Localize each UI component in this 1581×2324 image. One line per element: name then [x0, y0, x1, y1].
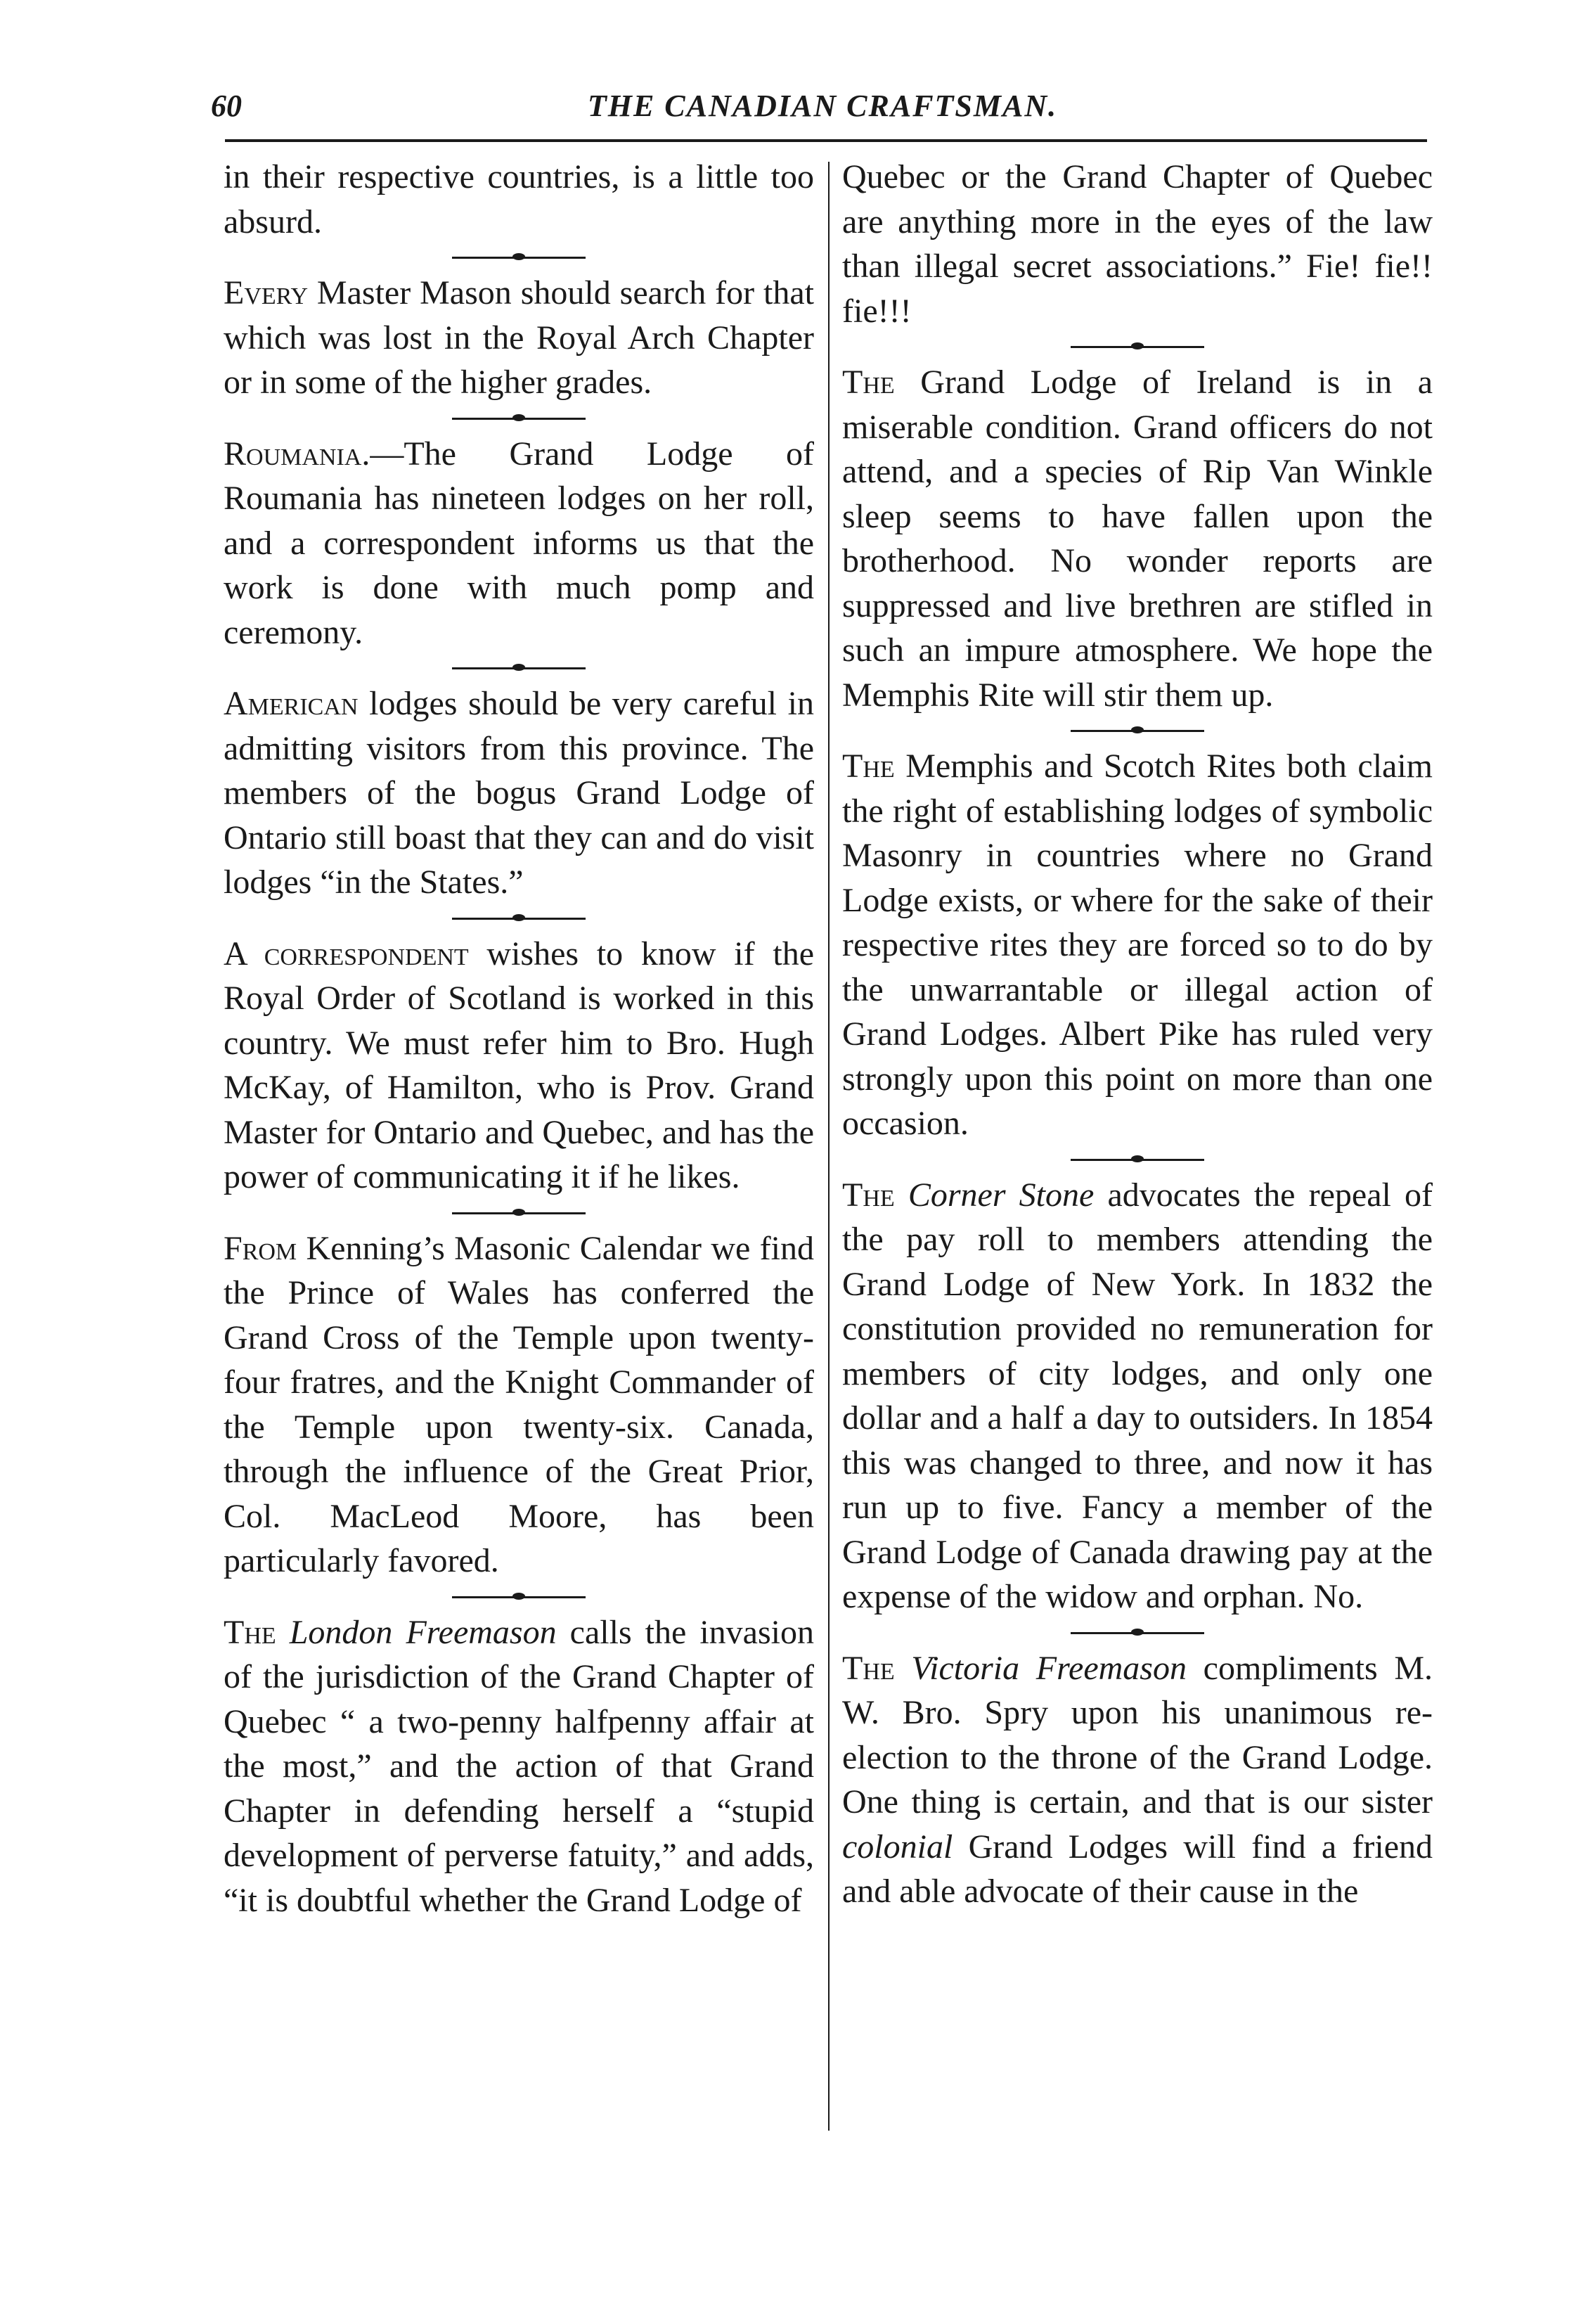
column-divider	[828, 162, 830, 2131]
paragraph	[224, 271, 814, 405]
separator-ornament	[452, 905, 586, 932]
separator-ornament	[452, 405, 586, 432]
paragraph	[842, 360, 1433, 717]
left-column	[224, 155, 814, 1922]
separator-ornament	[452, 1584, 586, 1610]
paragraph	[842, 744, 1433, 1146]
paragraph-lead: Every	[224, 274, 308, 312]
paragraph-lead: The	[842, 1176, 895, 1214]
paragraph-lead: The	[842, 364, 895, 401]
separator-ornament	[1071, 717, 1204, 744]
paragraph	[224, 1226, 814, 1584]
publication-title: Corner Stone	[908, 1176, 1095, 1214]
publication-title: Victoria Freemason	[911, 1649, 1187, 1687]
separator-ornament	[1071, 1146, 1204, 1173]
emphasis-word: colonial	[842, 1828, 953, 1866]
paragraph-lead: The	[842, 1649, 895, 1687]
paragraph-text: —The Grand Lodge of Roumania has nineteen lodges on her roll, and a correspondent informs us that the work is done with much pomp and ceremony.	[224, 435, 814, 651]
paragraph-lead: The	[224, 1613, 276, 1651]
paragraph-lead: Roumania.	[224, 435, 370, 473]
paragraph	[224, 1610, 814, 1923]
separator-ornament	[452, 244, 586, 271]
paragraph-lead: American	[224, 685, 359, 722]
page-number: 60	[211, 89, 242, 123]
paragraph	[842, 1173, 1433, 1619]
paragraph-text: Quebec or the Grand Chapter of Quebec are anything more in the eyes of the law than illegal secret associations.” Fie! fie!! fie!!!	[842, 158, 1433, 330]
header-rule	[225, 139, 1427, 142]
separator-ornament	[1071, 333, 1204, 360]
paragraph-text: Grand Lodge of Ireland is in a miserable condition. Grand officers do not attend, and a species of Rip Van Winkle sleep seems to have fallen upon the brotherhood. No wonder reports are suppressed and live brethren are stifled in such an impure atmosphere. We hope the Memphis Rite will stir them up.	[842, 364, 1433, 714]
paragraph	[224, 432, 814, 655]
paragraph-text: compliments M. W. Bro. Spry upon his unanimous re-election to the throne of the Grand Lodge. One thing is certain, and that is our sister	[842, 1649, 1433, 1821]
page-header	[211, 88, 1434, 130]
paragraph	[224, 155, 814, 244]
publication-title: London Freemason	[289, 1613, 557, 1651]
paragraph-text: Grand Lodges will find a friend and able advocate of their cause in the	[842, 1828, 1433, 1910]
paragraph-text: lodges should be very careful in admitting visitors from this province. The members of the bogus Grand Lodge of Ontario still boast that they can and do visit lodges “in the States.”	[224, 685, 814, 901]
paragraph-text: advocates the repeal of the pay roll to members attending the Grand Lodge of New York. In 1832 the constitution provided no remuneration for members of city lodges, and only one dollar and a half a day to outsiders. In 1854 this was changed to three, and now it has run up to five. Fancy a member of the Grand Lodge of Canada drawing pay at the expense of the widow and orphan. No.	[842, 1176, 1433, 1615]
running-title: THE CANADIAN CRAFTSMAN.	[587, 89, 1058, 123]
paragraph-lead: From	[224, 1229, 297, 1267]
paragraph-text: Master Mason should search for that which was lost in the Royal Arch Chapter or in some of the higher grades.	[224, 274, 814, 401]
paragraph-text: wishes to know if the Royal Order of Scotland is worked in this country. We must refer him to Bro. Hugh McKay, of Hamilton, who is Prov. Grand Master for Ontario and Quebec, and has the power of communicating it if he likes.	[224, 935, 814, 1195]
paragraph	[224, 932, 814, 1200]
separator-ornament	[452, 655, 586, 681]
paragraph-text: calls the invasion of the jurisdiction of the Grand Chapter of Quebec “ a two-penny halfpenny affair at the most,” and the action of that Grand Chapter in defending herself a “stupid development of perverse fatuity,” and adds, “it is doubtful whether the Grand Lodge of	[224, 1613, 815, 1919]
paragraph-lead: A correspondent	[224, 935, 469, 972]
separator-ornament	[452, 1200, 586, 1226]
paragraph-lead: The	[842, 747, 895, 785]
paragraph-text: in their respective countries, is a little too absurd.	[224, 158, 814, 240]
right-column	[842, 155, 1433, 1914]
separator-ornament	[1071, 1619, 1204, 1646]
paragraph	[224, 681, 814, 905]
paragraph	[842, 155, 1433, 333]
paragraph-text: Memphis and Scotch Rites both claim the right of establishing lodges of symbolic Masonry in countries where no Grand Lodge exists, or where for the sake of their respective rites they are forced so to do by the unwarrantable or illegal action of Grand Lodges. Albert Pike has ruled very strongly upon this point on more than one occasion.	[842, 747, 1433, 1142]
paragraph-text: Kenning’s Masonic Calendar we find the Prince of Wales has conferred the Grand Cross of the Temple upon twenty-four fratres, and the Knight Commander of the Temple upon twenty-six. Canada, through the influence of the Great Prior, Col. MacLeod Moore, has been particularly favored.	[224, 1229, 814, 1579]
paragraph	[842, 1646, 1433, 1914]
